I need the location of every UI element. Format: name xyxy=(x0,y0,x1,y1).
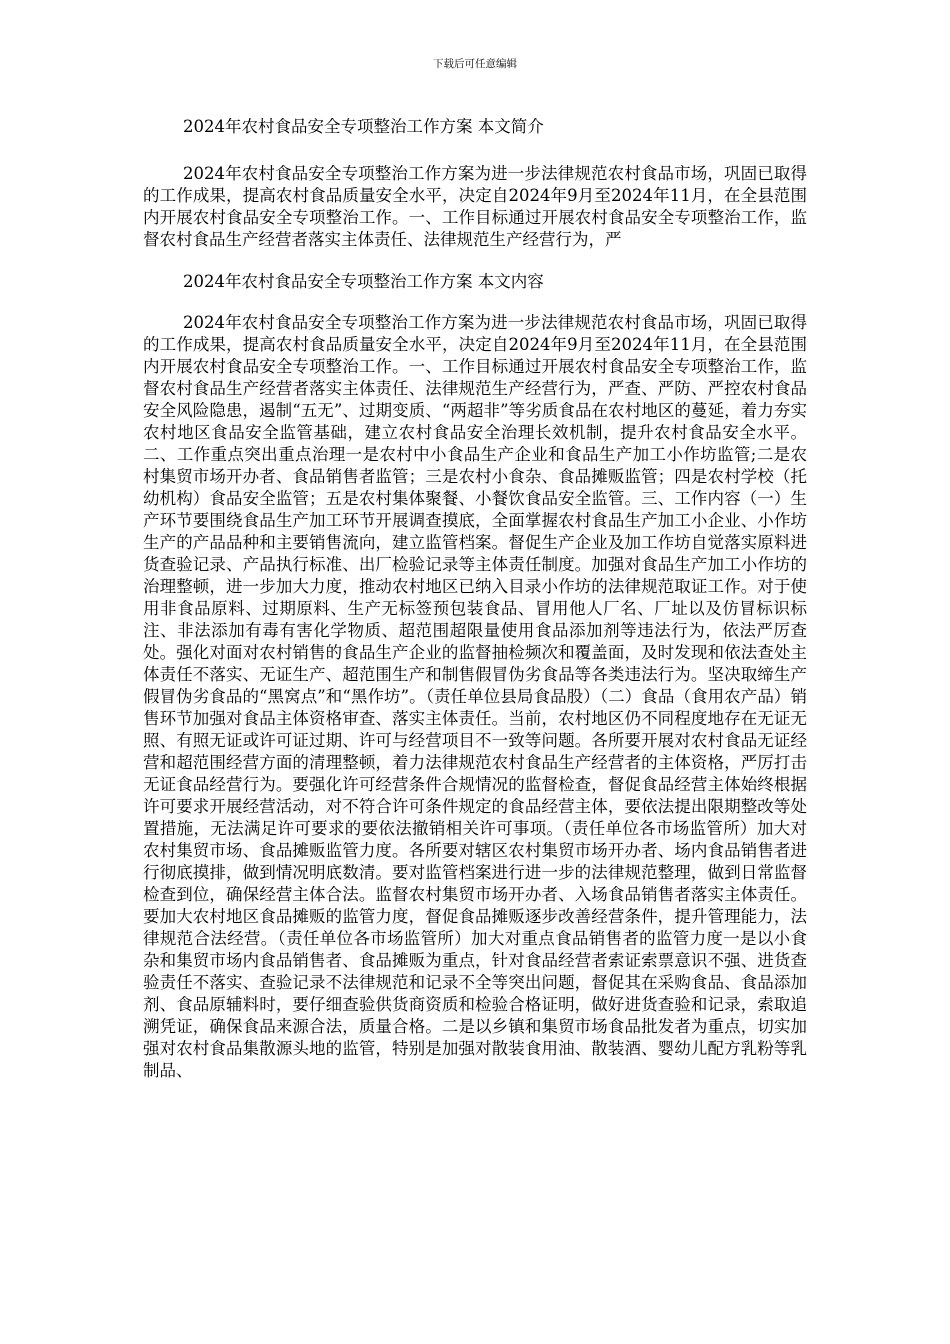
intro-heading: 2024年农村食品安全专项整治工作方案 本文简介 xyxy=(183,117,544,136)
content-heading: 2024年农村食品安全专项整治工作方案 本文内容 xyxy=(183,272,544,291)
intro-paragraph: 2024年农村食品安全专项整治工作方案为进一步法律规范农村食品市场，巩固已取得的工作成果，提高农村食品质量安全水平，决定自2024年9月至2024年11月，在全县范围内开展农村食品安全专项整治工作。一、工作目标通过开展农村食品安全专项整治工作，监督农村食品生产经营者落实主体责任、法律规范生产经营行为，严 xyxy=(143,164,807,249)
document-body xyxy=(143,113,807,1082)
content-paragraph: 2024年农村食品安全专项整治工作方案为进一步法律规范农村食品市场，巩固已取得的工作成果，提高农村食品质量安全水平，决定自2024年9月至2024年11月，在全县范围内开展农村食品安全专项整治工作。一、工作目标通过开展农村食品安全专项整治工作，监督农村食品生产经营者落实主体责任、法律规范生产经营行为，严查、严防、严控农村食品安全风险隐患，遏制“五无”、过期变质、“两超非”等劣质食品在农村地区的蔓延，着力夯实农村地区食品安全监管基础，建立农村食品安全治理长效机制，提升农村食品安全水平。二、工作重点突出重点治理一是农村中小食品生产企业和食品生产加工小作坊监管;二是农村集贸市场开办者、食品销售者监管；三是农村小食杂、食品摊贩监管；四是农村学校（托幼机构）食品安全监管；五是农村集体聚餐、小餐饮食品安全监管。三、工作内容（一）生产环节要围绕食品生产加工环节开展调查摸底，全面掌握农村食品生产加工小企业、小作坊生产的产品品种和主要销售流向，建立监管档案。督促生产企业及加工作坊自觉落实原料进货查验记录、产品执行标准、出厂检验记录等主体责任制度。加强对食品生产加工小作坊的治理整顿，进一步加大力度，推动农村地区已纳入目录小作坊的法律规范取证工作。对于使用非食品原料、过期原料、生产无标签预包装食品、冒用他人厂名、厂址以及仿冒标识标注、非法添加有毒有害化学物质、超范围超限量使用食品添加剂等违法行为，依法严厉查处。强化对面对农村销售的食品生产企业的监督抽检频次和覆盖面，及时发现和依法查处主体责任不落实、无证生产、超范围生产和制售假冒伪劣食品等各类违法行为。坚决取缔生产假冒伪劣食品的“黑窝点”和“黑作坊”。（责任单位县局食品股）（二）食品（食用农产品）销售环节加强对食品主体资格审查、落实主体责任。当前，农村地区仍不同程度地存在无证无照、有照无证或许可证过期、许可与经营项目不一致等问题。各所要开展对农村食品无证经营和超范围经营方面的清理整顿，着力法律规范农村食品生产经营者的主体资格，严厉打击无证食品经营行为。要强化许可经营条件合规情况的监督检查，督促食品经营主体始终根据许可要求开展经营活动，对不符合许可条件规定的食品经营主体，要依法提出限期整改等处置措施，无法满足许可要求的要依法撤销相关许可事项。（责任单位各市场监管所）加大对农村集贸市场、食品摊贩监管力度。各所要对辖区农村集贸市场开办者、场内食品销售者进行彻底摸排，做到情况明底数清。要对监管档案进行进一步的法律规范整理，做到日常监督检查到位，确保经营主体合法。监督农村集贸市场开办者、入场食品销售者落实主体责任。要加大农村地区食品摊贩的监管力度，督促食品摊贩逐步改善经营条件，提升管理能力，法律规范合法经营。（责任单位各市场监管所）加大对重点食品销售者的监管力度一是以小食杂和集贸市场内食品销售者、食品摊贩为重点，针对食品经营者索证索票意识不强、进货查验责任不落实、查验记录不法律规范和记录不全等突出问题，督促其在采购食品、食品添加剂、食品原辅料时，要仔细查验供货商资质和检验合格证明，做好进货查验和记录，索取追溯凭证，确保食品来源合法，质量合格。二是以乡镇和集贸市场食品批发者为重点，切实加强对农村食品集散源头地的监管，特别是加强对散装食用油、散装酒、婴幼儿配方乳粉等乳制品、 xyxy=(143,313,807,1080)
header-note: 下载后可任意编辑 xyxy=(433,58,517,70)
